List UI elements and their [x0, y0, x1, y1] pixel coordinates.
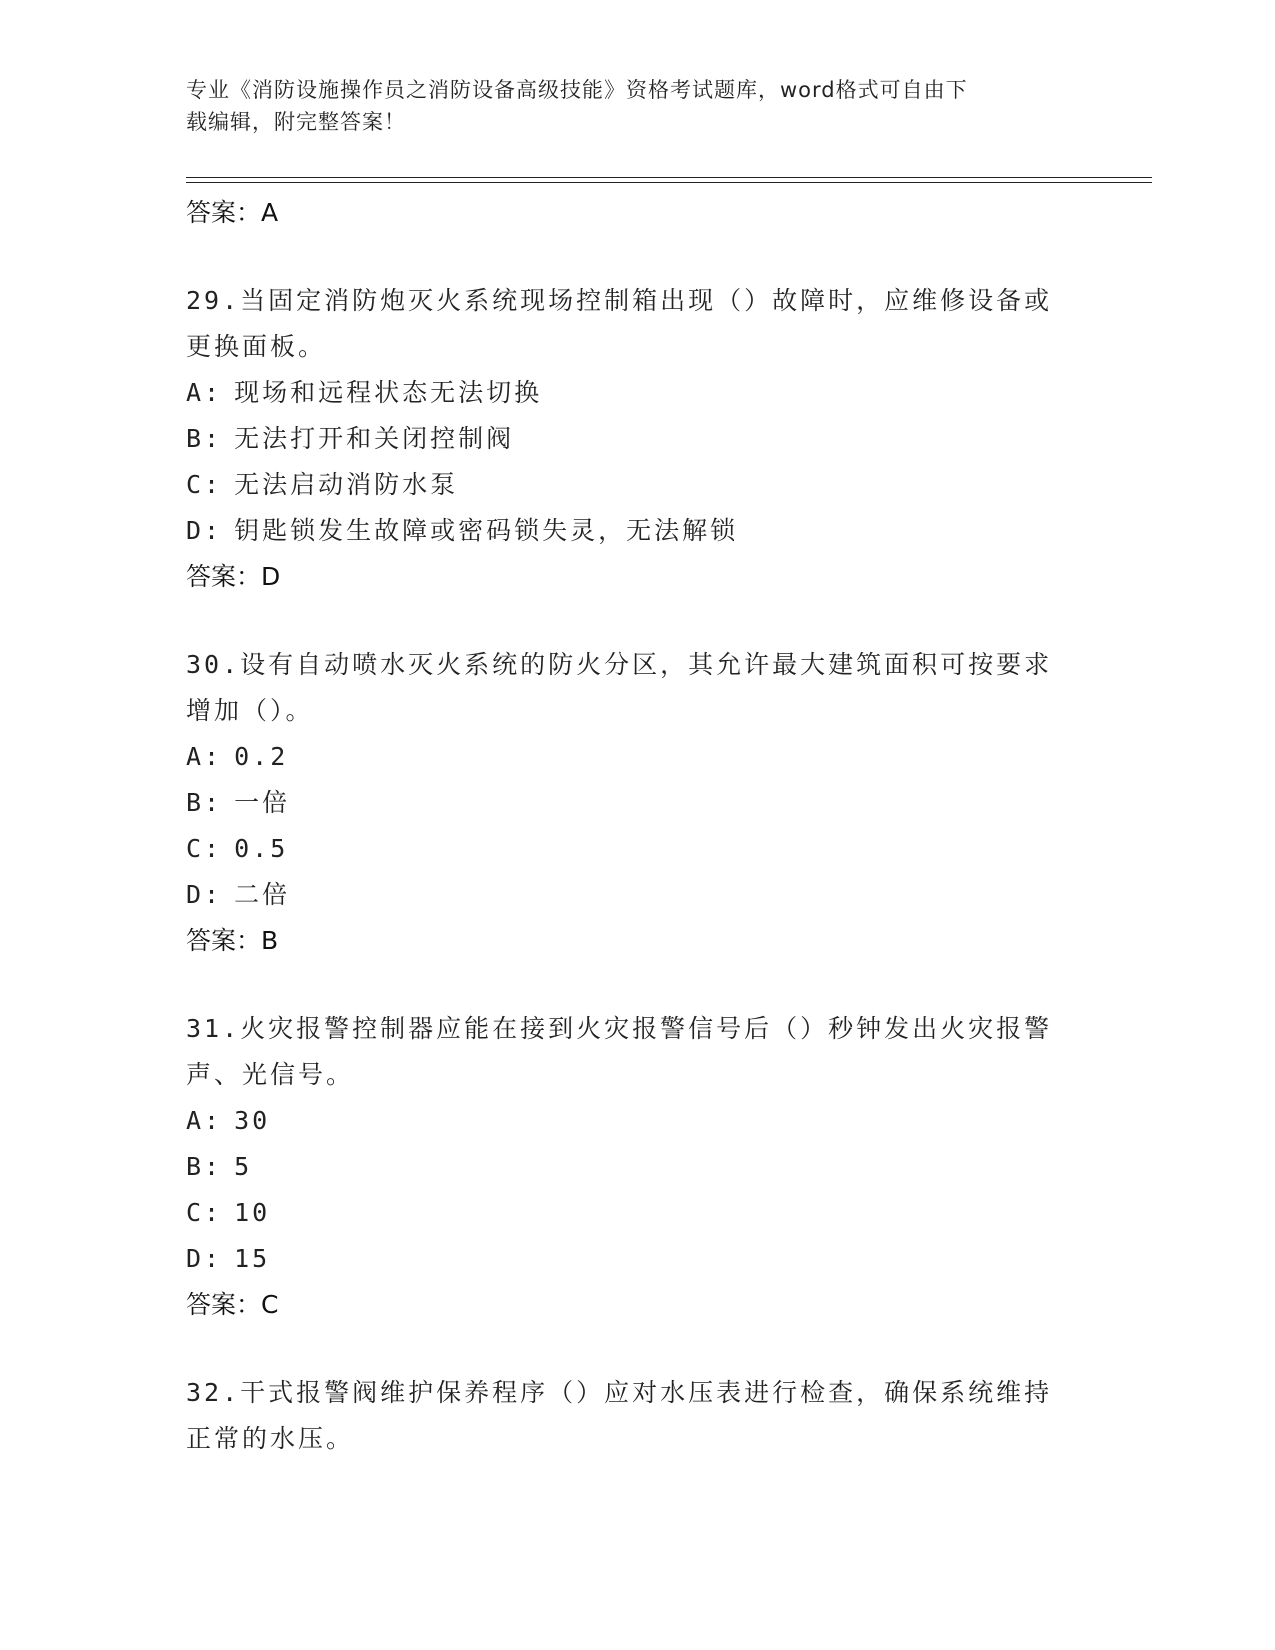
option-d [186, 508, 1076, 554]
header-divider-bottom [186, 182, 1152, 183]
option-c [186, 462, 1076, 508]
option-a [186, 1098, 1076, 1144]
question-list [186, 190, 1076, 1462]
option-a [186, 370, 1076, 416]
question-stem [186, 1370, 1076, 1462]
question-stem-line-2: 声、光信号。 [186, 1060, 355, 1089]
option-d [186, 872, 1076, 918]
answer: 答案：D [186, 562, 281, 591]
option-text: 二倍 [234, 880, 291, 909]
question-stem-line-2: 更换面板。 [186, 332, 327, 361]
option-key: C: [186, 834, 223, 863]
option-c [186, 826, 1076, 872]
option-key: B: [186, 788, 223, 817]
option-key: C: [186, 1198, 223, 1227]
option-text: 无法启动消防水泵 [234, 470, 459, 499]
option-d [186, 1236, 1076, 1282]
option-key: B: [186, 1152, 223, 1181]
option-text: 0.2 [234, 742, 289, 771]
answer: 答案：C [186, 1290, 279, 1319]
question-stem [186, 1006, 1076, 1098]
answer: 答案：B [186, 926, 279, 955]
option-text: 15 [234, 1244, 271, 1273]
option-b [186, 780, 1076, 826]
option-text: 钥匙锁发生故障或密码锁失灵，无法解锁 [234, 516, 739, 545]
question-stem-line-1: 31.火灾报警控制器应能在接到火灾报警信号后（）秒钟发出火灾报警 [186, 1014, 1053, 1043]
option-text: 10 [234, 1198, 271, 1227]
question-29 [186, 278, 1076, 600]
question-stem [186, 642, 1076, 734]
document-header [186, 74, 1066, 138]
option-key: D: [186, 880, 223, 909]
question-31 [186, 1006, 1076, 1328]
question-30 [186, 642, 1076, 964]
option-key: D: [186, 516, 223, 545]
question-stem-line-1: 29.当固定消防炮灭火系统现场控制箱出现（）故障时，应维修设备或 [186, 286, 1053, 315]
option-text: 现场和远程状态无法切换 [234, 378, 543, 407]
option-b [186, 1144, 1076, 1190]
option-text: 无法打开和关闭控制阀 [234, 424, 515, 453]
option-key: A: [186, 1106, 223, 1135]
option-text: 5 [234, 1152, 253, 1181]
option-text: 一倍 [234, 788, 291, 817]
previous-answer: 答案：A [186, 198, 279, 227]
option-key: B: [186, 424, 223, 453]
option-key: A: [186, 378, 223, 407]
question-stem [186, 278, 1076, 370]
option-c [186, 1190, 1076, 1236]
option-a [186, 734, 1076, 780]
option-text: 30 [234, 1106, 271, 1135]
header-divider-top [186, 177, 1152, 178]
header-line-1: 专业《消防设施操作员之消防设备高级技能》资格考试题库，word格式可自由下 [186, 78, 968, 102]
header-line-2: 载编辑，附完整答案！ [186, 110, 406, 134]
option-key: C: [186, 470, 223, 499]
option-b [186, 416, 1076, 462]
option-key: D: [186, 1244, 223, 1273]
question-stem-line-2: 增加（）。 [186, 696, 314, 725]
option-text: 0.5 [234, 834, 289, 863]
question-stem-line-1: 30.设有自动喷水灭火系统的防火分区，其允许最大建筑面积可按要求 [186, 650, 1053, 679]
question-stem-line-2: 正常的水压。 [186, 1424, 355, 1453]
question-stem-line-1: 32.干式报警阀维护保养程序（）应对水压表进行检查，确保系统维持 [186, 1378, 1053, 1407]
question-32 [186, 1370, 1076, 1462]
option-key: A: [186, 742, 223, 771]
